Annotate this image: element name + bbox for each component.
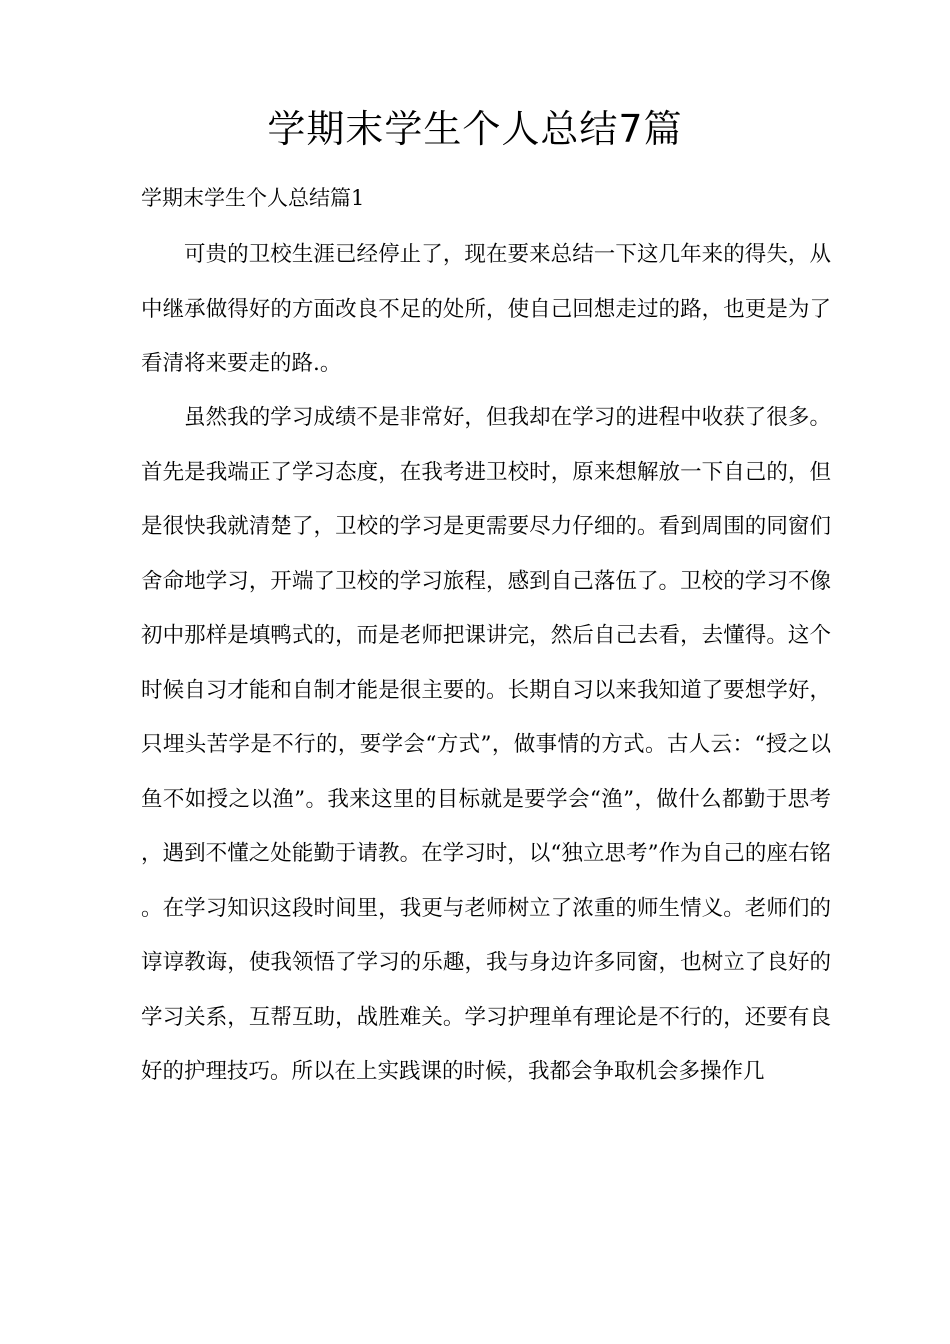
paragraph-1: 可贵的卫校生涯已经停止了，现在要来总结一下这几年来的得失，从中继承做得好的方面改良不足的处所，使自己回想走过的路，也更是为了看清将来要走的路.。	[141, 242, 831, 376]
document-title: 学期末学生个人总结7篇	[267, 107, 683, 151]
paragraph-2: 虽然我的学习成绩不是非常好，但我却在学习的进程中收获了很多。首先是我端正了学习态度，在我考进卫校时，原来想解放一下自己的，但是很快我就清楚了，卫校的学习是更需要尽力仔细的。看到周围的同窗们舍命地学习，开端了卫校的学习旅程，感到自己落伍了。卫校的学习不像初中那样是填鸭式的，而是老师把课讲完，然后自己去看，去懂得。这个时候自习才能和自制才能是很主要的。长期自习以来我知道了要想学好，只埋头苦学是不行的，要学会“方式”，做事情的方式。古人云：“授之以鱼不如授之以渔”。我来这里的目标就是要学会“渔”，做什么都勤于思考，遇到不懂之处能勤于请教。在学习时，以“独立思考”作为自己的座右铭。在学习知识这段时间里，我更与老师树立了浓重的师生情义。老师们的谆谆教诲，使我领悟了学习的乐趣，我与身边许多同窗，也树立了良好的学习关系，互帮互助，战胜难关。学习护理单有理论是不行的，还要有良好的护理技巧。所以在上实践课的时候，我都会争取机会多操作几	[141, 405, 831, 1084]
section-heading: 学期末学生个人总结篇1	[141, 186, 365, 210]
